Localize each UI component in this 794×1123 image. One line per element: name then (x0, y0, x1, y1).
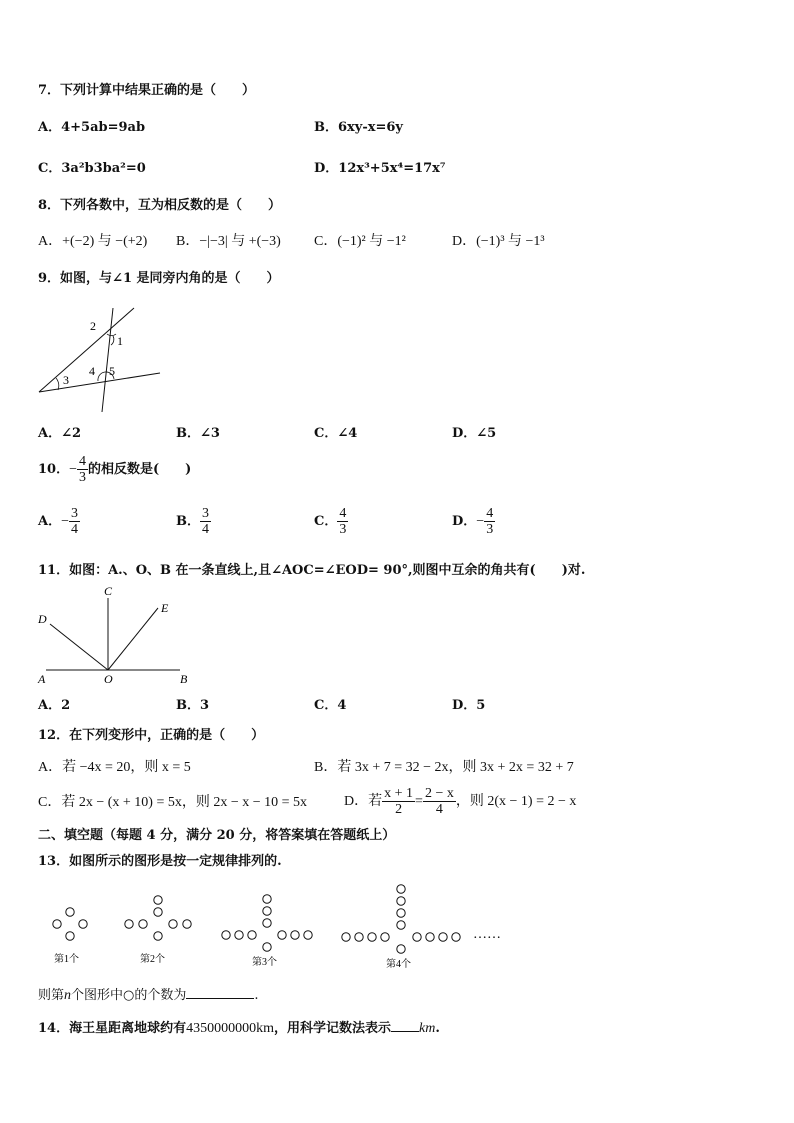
q11-figure (34, 582, 194, 690)
q7-option-d: D．12x³+5x⁴=17x⁷ (314, 161, 446, 176)
q9-label-1: 1 (117, 334, 123, 348)
q9-label-2: 2 (90, 319, 96, 333)
q7-option-a: A．4+5ab=9ab (38, 120, 146, 135)
q8-stem: 8．下列各数中，互为相反数的是（ ） (38, 198, 282, 213)
q11-option-d: D．5 (452, 698, 486, 713)
q12-option-a: A．若 −4x = 20，则 x = 5 (38, 760, 191, 775)
section-2-heading: 二、填空题（每题 4 分，满分 20 分，将答案填在答题纸上） (38, 828, 396, 843)
q14-answer-blank[interactable] (391, 1031, 419, 1032)
q7-stem: 7．下列计算中结果正确的是（ ） (38, 83, 256, 98)
q10-fraction: $\frac{4}{3}$ (79, 454, 86, 485)
q11-option-b: B．3 (176, 698, 210, 713)
q8-option-b: B．−|−3| 与 +(−3) (176, 234, 281, 249)
q13-answer-line: 则第n个图形中○的个数为 . (38, 988, 259, 1003)
q13-answer-blank[interactable] (186, 998, 254, 999)
q9-option-c: C．∠4 (314, 426, 358, 441)
q14-line: 14．海王星距离地球约有4350000000km，用科学记数法表示 km. (38, 1021, 440, 1036)
q8-option-a: A．+(−2) 与 −(+2) (38, 234, 148, 249)
q9-option-a: A．∠2 (38, 426, 82, 441)
q10-stem: 10．− $\frac{4}{3}$ 的相反数是( ) (38, 454, 192, 485)
q13-pattern-figure (40, 878, 510, 974)
q11-label-c: C (104, 584, 113, 598)
q11-option-c: C．4 (314, 698, 347, 713)
q10-option-a: A．− $\frac{3}{4}$ (38, 506, 78, 537)
q12-option-b: B．若 3x + 7 = 32 − 2x，则 3x + 2x = 32 + 7 (314, 760, 574, 775)
q12-stem: 12．在下列变形中，正确的是（ ） (38, 728, 265, 743)
q11-label-b: B (180, 672, 188, 686)
q11-stem: 11．如图：A.、O、B 在一条直线上,且∠AOC=∠EOD= 90°,则图中互余的角共有( )对. (38, 563, 586, 578)
q13-ellipsis: …… (473, 927, 501, 942)
q12-option-d: D．若 $\frac{x + 1}{2}$ = $\frac{2 - x}{4}$ ，则 2(x − 1) = 2 − x (344, 786, 577, 818)
q7-option-c: C．3a²b3ba²=0 (38, 161, 146, 176)
q9-label-4: 4 (89, 364, 95, 378)
q11-option-a: A．2 (38, 698, 71, 713)
q11-label-e: E (161, 601, 169, 615)
q9-figure (36, 298, 166, 416)
q10-option-b: B． $\frac{3}{4}$ (176, 506, 209, 537)
q11-label-o: O (104, 672, 113, 686)
q9-stem: 9．如图，与∠1 是同旁内角的是（ ） (38, 271, 280, 286)
q13-caption-3: 第3个 (252, 957, 277, 968)
q9-label-5: 5 (109, 364, 115, 378)
q9-option-d: D．∠5 (452, 426, 497, 441)
q13-caption-4: 第4个 (386, 959, 411, 970)
q7-option-b: B．6xy-x=6y (314, 120, 403, 135)
q9-label-3: 3 (63, 373, 69, 387)
q11-label-d: D (38, 612, 47, 626)
q9-option-b: B．∠3 (176, 426, 220, 441)
q8-option-d: D．(−1)³ 与 −1³ (452, 234, 545, 249)
q8-option-c: C．(−1)² 与 −1² (314, 234, 406, 249)
q13-stem: 13．如图所示的图形是按一定规律排列的. (38, 854, 282, 869)
q11-label-a: A (38, 672, 46, 686)
q13-caption-1: 第1个 (54, 954, 79, 965)
q10-option-d: D．− $\frac{4}{3}$ (452, 506, 494, 537)
q12-option-c: C．若 2x − (x + 10) = 5x，则 2x − x − 10 = 5x (38, 795, 308, 810)
q10-option-c: C． $\frac{4}{3}$ (314, 506, 347, 537)
q13-caption-2: 第2个 (140, 954, 165, 965)
